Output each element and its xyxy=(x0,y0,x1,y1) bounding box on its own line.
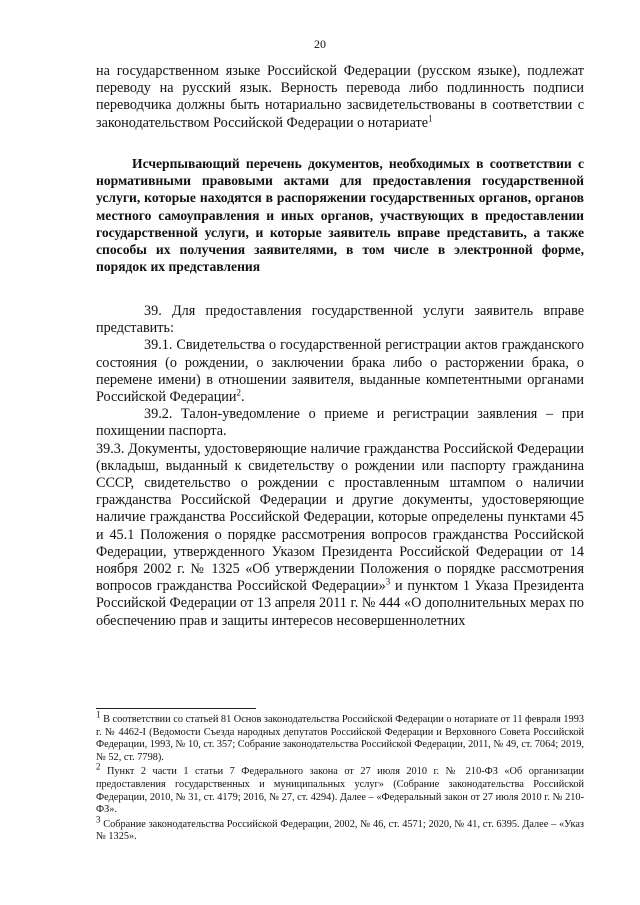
footnotes xyxy=(96,709,585,846)
footnote-1-text: В соответствии со статьей 81 Основ законодательства Российской Федерации о нотариате от 11 февраля 1993 г. № 4462-I (Ведомости Съезда народных депутатов Российской Федерации и Верховного Совета Российской Федерации, 1993, № 10, ст. 357; Собрание законодательства Российской Федерации, 2011, № 49, ст. 7064; 2019, № 52, ст. 7798). xyxy=(96,714,585,763)
paragraph-39: 39. Для предоставления государственной услуги заявитель вправе представить: xyxy=(96,303,584,337)
paragraph-39-1-text: 39.1. Свидетельства о государственной регистрации актов гражданского состояния (о рождении, о заключении брака либо о расторжении брака, о перемене имени) в отношении заявителя, выданные компетентными органами Российской Федерации xyxy=(96,337,584,406)
footnote-2 xyxy=(96,761,584,816)
footnote-2-text: Пункт 2 части 1 статьи 7 Федерального закона от 27 июля 2010 г. № 210-ФЗ «Об организации предоставления государственных и муниципальных услуг» (Собрание законодательства Российской Федерации, 2010, № 31, ст. 4179; 2016, № 27, ст. 4294). Далее – «Федеральный закон от 27 июля 2010 г. № 210-ФЗ». xyxy=(96,766,584,816)
section-heading xyxy=(96,155,584,275)
intro-text: на государственном языке Российской Федерации (русском языке), подлежат переводу на русский язык. Верность перевода либо подлинность подписи переводчика должны быть нотариально засвидетельствованы в соответствии с законодательством Российской Федерации о нотариате xyxy=(96,63,584,131)
paragraph-39-1-end: . xyxy=(240,389,245,406)
footnote-ref-2: 2 xyxy=(236,387,241,398)
intro-paragraph xyxy=(96,63,584,132)
paragraph-39-2: 39.2. Талон-уведомление о приеме и регистрации заявления – при похищении паспорта. xyxy=(96,406,584,440)
paragraph-39-3-text-a: 39.3. Документы, удостоверяющие наличие гражданства Российской Федерации (вкладыш, выданный к свидетельству о рождении или паспорту гражданина СССР, свидетельство о рождении с проставленным штампом о наличии гражданства Российской Федерации и другие документы, удостоверяющие наличие гражданства Российской Федерации, которые определены пунктами 45 и 45.1 Положения о порядке рассмотрения вопросов гражданства Российской Федерации, утвержденного Указом Президента Российской Федерации от 14 ноября 2002 г. № 1325 «Об утверждении Положения о порядке рассмотрения вопросов гражданства Российской Федерации» xyxy=(96,440,584,595)
footnote-mark-3: 3 xyxy=(96,814,101,825)
paragraph-39-3 xyxy=(96,441,584,630)
main-body xyxy=(96,303,584,630)
footnote-ref-1: 1 xyxy=(428,112,433,123)
footnote-mark-1: 1 xyxy=(96,709,101,720)
page-number: 20 xyxy=(314,37,326,51)
footnote-1 xyxy=(96,709,585,764)
footnote-3-text: Собрание законодательства Российской Федерации, 2002, № 46, ст. 4571; 2020, № 41, ст. 6395. Далее – «Указ № 1325». xyxy=(96,818,584,843)
paragraph-39-1 xyxy=(96,337,584,406)
footnote-divider xyxy=(96,708,256,709)
footnote-3 xyxy=(96,814,584,844)
paragraph-39-3-text-b: и пунктом 1 Указа Президента Российской Федерации от 13 апреля 2011 г. № 444 «О дополнительных мерах по обеспечению прав и защиты интересов несовершеннолетних xyxy=(96,578,584,629)
footnote-ref-3: 3 xyxy=(385,576,391,587)
section-heading-text: Исчерпывающий перечень документов, необходимых в соответствии с нормативными правовыми актами для предоставления государственной услуги, которые находятся в распоряжении государственных органов, органов местного самоуправления и иных органов, участвующих в предоставлении государственной услуги, и которые заявитель вправе представить, а также способы их получения заявителями, в том числе в электронной форме, порядок их представления xyxy=(96,156,584,275)
footnote-mark-2: 2 xyxy=(96,761,101,772)
